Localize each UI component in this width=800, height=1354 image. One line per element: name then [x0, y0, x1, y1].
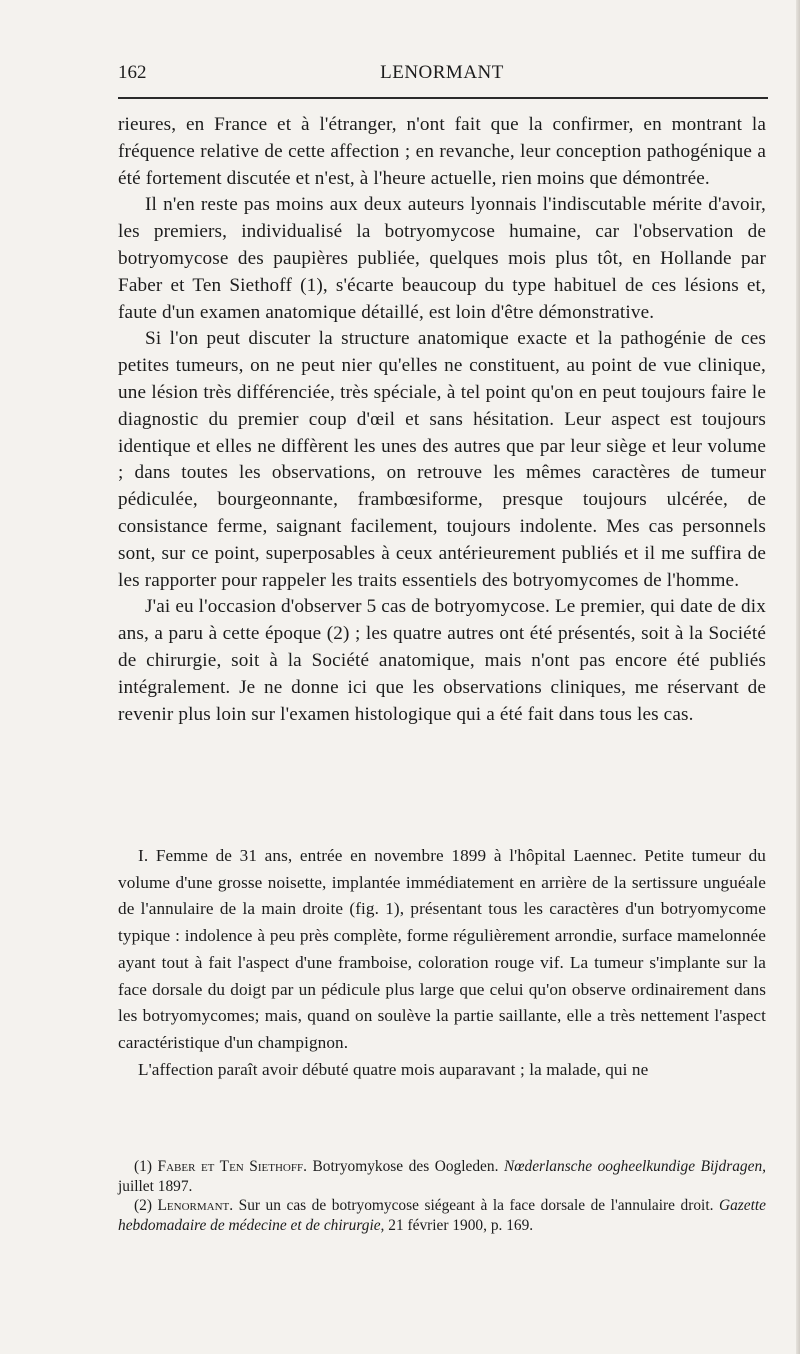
footnote-1 — [118, 1157, 766, 1196]
header-rule — [118, 97, 768, 99]
footnote-mark: (1) — [134, 1158, 152, 1175]
paragraph: Il n'en reste pas moins aux deux auteurs lyonnais l'indiscutable mérite d'avoir, les premiers, individualisé la botryomycose humaine, car l'observation de botryomycose des paupières publiée, quelques mois plus tôt, en Hollande par Faber et Ten Siethoff (1), s'écarte beaucoup du type habituel de ces lésions et, faute d'un examen anatomique détaillé, est loin d'être démonstrative. — [118, 194, 766, 323]
page-edge — [796, 0, 800, 1354]
footnote-journal: Nœderlansche oogheelkundige Bijdragen, — [503, 1158, 766, 1175]
paragraph: Si l'on peut discuter la structure anatomique exacte et la pathogénie de ces petites tumeurs, on ne peut nier qu'elles ne constituent, au point de vue clinique, une lésion très différenciée, très spéciale, à tel point qu'on en peut toujours faire le diagnostic du premier coup d'œil et sans hésitation. Leur aspect est toujours identique et elles ne diffèrent les unes des autres que par leur siège et leur volume ; dans toutes les observations, on retrouve les mêmes caractères de tumeur pédiculée, bourgeonnante, frambœsiforme, presque toujours ulcérée, de consistance ferme, saignant facilement, toujours indolente. Mes cas personnels sont, sur ce point, superposables à ceux antérieurement publiés et il me suffira de les rapporter pour rappeler les traits essentiels des botryomycomes de l'homme. — [118, 328, 766, 591]
footnotes — [118, 1157, 766, 1235]
footnote-journal: Gazette hebdomadaire de médecine et de chirurgie, — [118, 1197, 766, 1234]
main-text — [118, 112, 766, 728]
footnote-rest: juillet 1897. — [118, 1177, 193, 1195]
footnote-rest: 21 février 1900, p. 169. — [384, 1216, 534, 1234]
paragraph: rieures, en France et à l'étranger, n'ont fait que la confirmer, en montrant la fréquence relative de cette affection ; en revanche, leur conception pathogénique a été fortement discutée et n'est, à l'heure actuelle, rien moins que démontrée. — [118, 114, 766, 189]
footnote-authors: Faber et Ten Siethoff. — [157, 1158, 307, 1175]
footnote-author: Lenormant. — [157, 1197, 234, 1214]
paragraph: J'ai eu l'occasion d'observer 5 cas de botryomycose. Le premier, qui date de dix ans, a paru à cette époque (2) ; les quatre autres ont été présentés, soit à la Société de chirurgie, soit à la Société anatomique, mais n'ont pas encore été publiés intégralement. Je ne donne ici que les observations cliniques, me réservant de revenir plus loin sur l'examen histologique qui a été fait dans tous les cas. — [118, 596, 767, 725]
footnote-text: Sur un cas de botryomycose siégeant à la face dorsale de l'annulaire droit. — [233, 1197, 719, 1214]
case-observation — [118, 843, 766, 1083]
footnote-2 — [118, 1196, 766, 1235]
page-number: 162 — [118, 62, 147, 83]
observation-paragraph: I. Femme de 31 ans, entrée en novembre 1899 à l'hôpital Laennec. Petite tumeur du volume d'une grosse noisette, implantée immédiatement en arrière de la sertissure unguéale de l'annulaire de la main droite (fig. 1), présentant tous les caractères d'un botryomycome typique : indolence à peu près complète, forme régulièrement arrondie, surface mamelonnée ayant tout à fait l'aspect d'une framboise, coloration rouge vif. La tumeur s'implante sur la face dorsale du doigt par un pédicule plus large que celui qu'on observe ordinairement dans les botryomycomes; mais, quand on soulève la partie saillante, elle a très nettement l'aspect caractéristique d'un champignon. — [118, 846, 766, 1052]
running-title: LENORMANT — [380, 62, 504, 83]
running-header — [118, 62, 766, 88]
observation-paragraph: L'affection paraît avoir débuté quatre mois auparavant ; la malade, qui ne — [138, 1059, 649, 1079]
footnote-mark: (2) — [134, 1197, 152, 1214]
footnote-text: Botryomykose des Oogleden. — [306, 1158, 504, 1175]
